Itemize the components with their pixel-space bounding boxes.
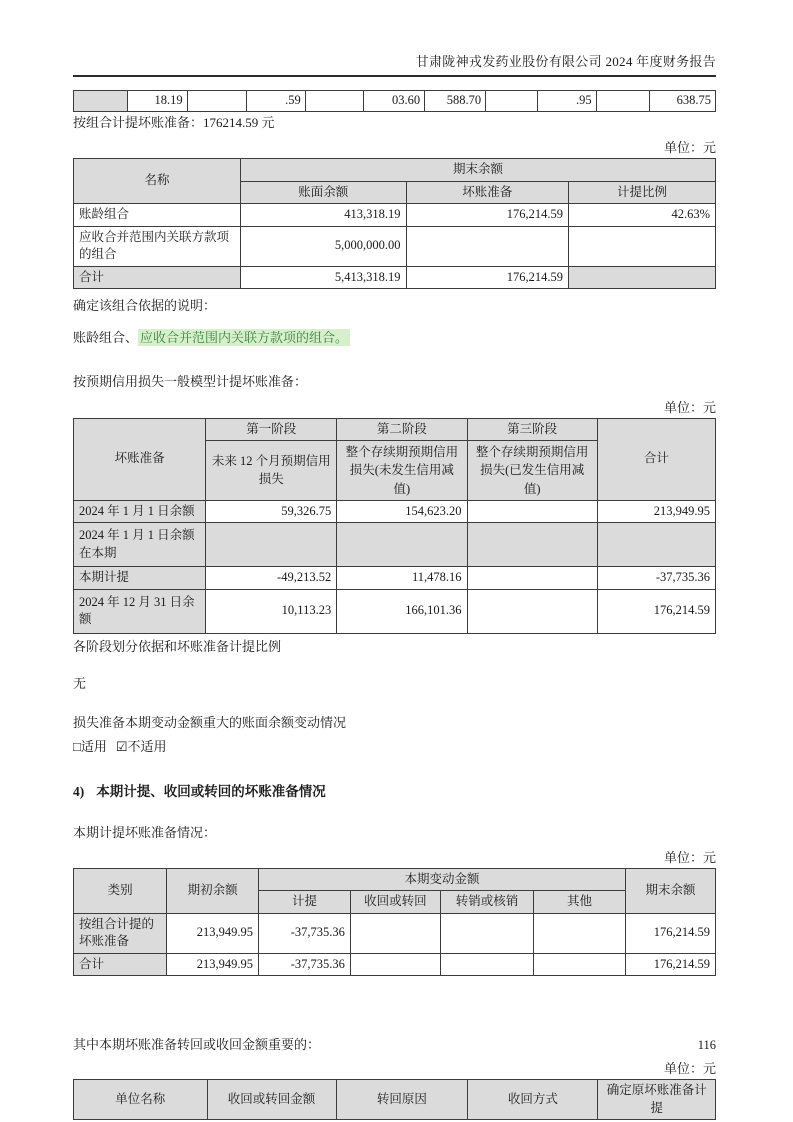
cell-stage2: 11,478.16 (337, 567, 467, 590)
col-subheader-stage3: 整个存续期预期信用损失(已发生信用减值) (467, 441, 597, 500)
note-current-provision: 本期计提坏账准备情况： (73, 825, 217, 841)
fragment-cell: 03.60 (364, 91, 425, 112)
cell-stage3 (467, 500, 597, 523)
cell-accrual: -37,735.36 (259, 913, 351, 953)
checkbox-applicable: □适用 (73, 739, 107, 755)
col-subheader-stage2: 整个存续期预期信用损失(未发生信用减值) (337, 441, 467, 500)
col-header-opening-balance: 期初余额 (167, 868, 259, 913)
fragment-cell (187, 91, 247, 112)
col-header-closing-balance: 期末余额 (625, 868, 715, 913)
cell-stage2 (337, 523, 467, 567)
cell-writeoff (440, 913, 533, 953)
cell-stage1: -49,213.52 (206, 567, 337, 590)
row-label-total: 合计 (74, 953, 167, 976)
row-label: 本期计提 (74, 567, 206, 590)
applicability-checkboxes (73, 736, 716, 755)
cell-ratio: 42.63% (568, 204, 715, 227)
unit-label: 单位：元 (663, 399, 716, 415)
cell-stage3 (467, 589, 597, 633)
section-heading-4 (73, 780, 716, 800)
cell-stage2: 166,101.36 (337, 589, 467, 633)
col-header-provision-ratio: 计提比例 (568, 181, 715, 204)
table-header-row (74, 1080, 716, 1120)
col-header-ending-balance-group: 期末余额 (240, 159, 715, 182)
cell-stage1: 10,113.23 (206, 589, 337, 633)
cell-writeoff (440, 953, 533, 976)
recovery-detail-table (73, 1079, 716, 1120)
table-row (74, 589, 716, 633)
col-header-accrual: 计提 (259, 891, 351, 914)
group-provision-caption: 按组合计提坏账准备：176214.59 元 (73, 114, 275, 130)
section-number: 4) (73, 784, 85, 800)
cell-recovery (350, 953, 440, 976)
cell-recovery (350, 913, 440, 953)
col-header-book-balance: 账面余额 (240, 181, 406, 204)
note-loss-change: 损失准备本期变动金额重大的账面余额变动情况 (73, 715, 347, 731)
row-label: 2024 年 12 月 31 日余额 (74, 589, 206, 633)
row-label-total: 合计 (74, 266, 241, 289)
cell-opening: 213,949.95 (167, 953, 259, 976)
note-ecl-model: 按预期信用损失一般模型计提坏账准备： (73, 373, 308, 389)
col-header-original-basis: 确定原坏账准备计提 (598, 1080, 716, 1120)
col-subheader-stage1: 未来 12 个月预期信用损失 (206, 441, 337, 500)
table-header-row (74, 868, 716, 891)
page-content (73, 0, 716, 1120)
cell-stage3 (467, 567, 597, 590)
fragment-cell: 588.70 (425, 91, 486, 112)
ecl-stages-table (73, 418, 716, 634)
report-header-title: 甘肃陇神戎发药业股份有限公司 2024 年度财务报告 (415, 54, 716, 69)
col-header-provision: 坏账准备 (74, 418, 206, 500)
fragment-cell: 18.19 (127, 91, 187, 112)
note-important-recoveries: 其中本期坏账准备转回或收回金额重要的： (73, 1037, 321, 1053)
fragment-cell (305, 91, 363, 112)
cell-book-balance: 5,413,318.19 (240, 266, 406, 289)
cell-other (534, 953, 626, 976)
table-row-shaded (74, 523, 716, 567)
table-row (74, 913, 716, 953)
cell-other (534, 913, 626, 953)
cell-total: 176,214.59 (597, 589, 715, 633)
note-group-basis: 确定该组合依据的说明： (73, 298, 217, 313)
cell-provision: 176,214.59 (406, 204, 568, 227)
aging-fragment-table (73, 90, 716, 112)
col-header-total: 合计 (597, 418, 715, 500)
row-label: 2024 年 1 月 1 日余额在本期 (74, 523, 206, 567)
section-title: 本期计提、收回或转回的坏账准备情况 (96, 784, 326, 800)
col-header-reversal-reason: 转回原因 (336, 1080, 468, 1120)
col-header-recovery: 收回或转回 (350, 891, 440, 914)
col-header-writeoff: 转销或核销 (440, 891, 533, 914)
col-header-stage3: 第三阶段 (467, 418, 597, 441)
note-group-list (73, 330, 716, 346)
table-total-row (74, 266, 716, 289)
cell-closing: 176,214.59 (625, 913, 715, 953)
row-label: 账龄组合 (74, 204, 241, 227)
col-header-bad-debt-provision: 坏账准备 (406, 181, 568, 204)
note-none: 无 (73, 675, 87, 691)
col-header-name: 名称 (74, 159, 241, 204)
fragment-cell: .95 (538, 91, 596, 112)
fragment-cell (74, 91, 128, 112)
row-label: 2024 年 1 月 1 日余额 (74, 500, 206, 523)
cell-stage2: 154,623.20 (337, 500, 467, 523)
portfolio-balance-table (73, 158, 716, 289)
table-row (74, 204, 716, 227)
cell-opening: 213,949.95 (167, 913, 259, 953)
cell-provision: 176,214.59 (406, 266, 568, 289)
page-number: 116 (697, 1038, 716, 1052)
cell-stage1 (206, 523, 337, 567)
note-stage-basis: 各阶段划分依据和坏账准备计提比例 (73, 638, 282, 654)
cell-book-balance: 5,000,000.00 (240, 226, 406, 266)
col-header-stage1: 第一阶段 (206, 418, 337, 441)
row-label: 按组合计提的坏账准备 (74, 913, 167, 953)
col-header-change-group: 本期变动金额 (259, 868, 626, 891)
row-label: 应收合并范围内关联方款项的组合 (74, 226, 241, 266)
table-row (74, 226, 716, 266)
table-row (74, 567, 716, 590)
cell-provision (406, 226, 568, 266)
col-header-stage2: 第二阶段 (337, 418, 467, 441)
provision-movement-table (73, 868, 716, 977)
checkbox-not-applicable: ☑不适用 (115, 739, 167, 755)
fragment-cell (486, 91, 538, 112)
group-list-plain: 账龄组合、 (73, 330, 139, 346)
fragment-row (74, 91, 716, 112)
table-header-row (74, 418, 716, 441)
fragment-cell (596, 91, 649, 112)
col-header-recovered-amount: 收回或转回金额 (207, 1080, 336, 1120)
cell-total: 213,949.95 (597, 500, 715, 523)
cell-total (597, 523, 715, 567)
fragment-cell: 638.75 (649, 91, 715, 112)
cell-accrual: -37,735.36 (259, 953, 351, 976)
fragment-cell: .59 (247, 91, 305, 112)
cell-ratio (568, 266, 715, 289)
header-divider (73, 75, 716, 77)
col-header-other: 其他 (534, 891, 626, 914)
cell-stage3 (467, 523, 597, 567)
table-row (74, 500, 716, 523)
cell-total: -37,735.36 (597, 567, 715, 590)
col-header-category: 类别 (74, 868, 167, 913)
cell-ratio (568, 226, 715, 266)
unit-label: 单位：元 (663, 849, 716, 865)
col-header-entity-name: 单位名称 (74, 1080, 208, 1120)
group-list-highlighted: 应收合并范围内关联方款项的组合。 (140, 330, 349, 346)
unit-label: 单位：元 (663, 1061, 716, 1077)
col-header-recovery-method: 收回方式 (468, 1080, 598, 1120)
table-header-row (74, 159, 716, 182)
unit-label: 单位：元 (663, 140, 716, 155)
cell-book-balance: 413,318.19 (240, 204, 406, 227)
table-total-row (74, 953, 716, 976)
cell-closing: 176,214.59 (625, 953, 715, 976)
cell-stage1: 59,326.75 (206, 500, 337, 523)
